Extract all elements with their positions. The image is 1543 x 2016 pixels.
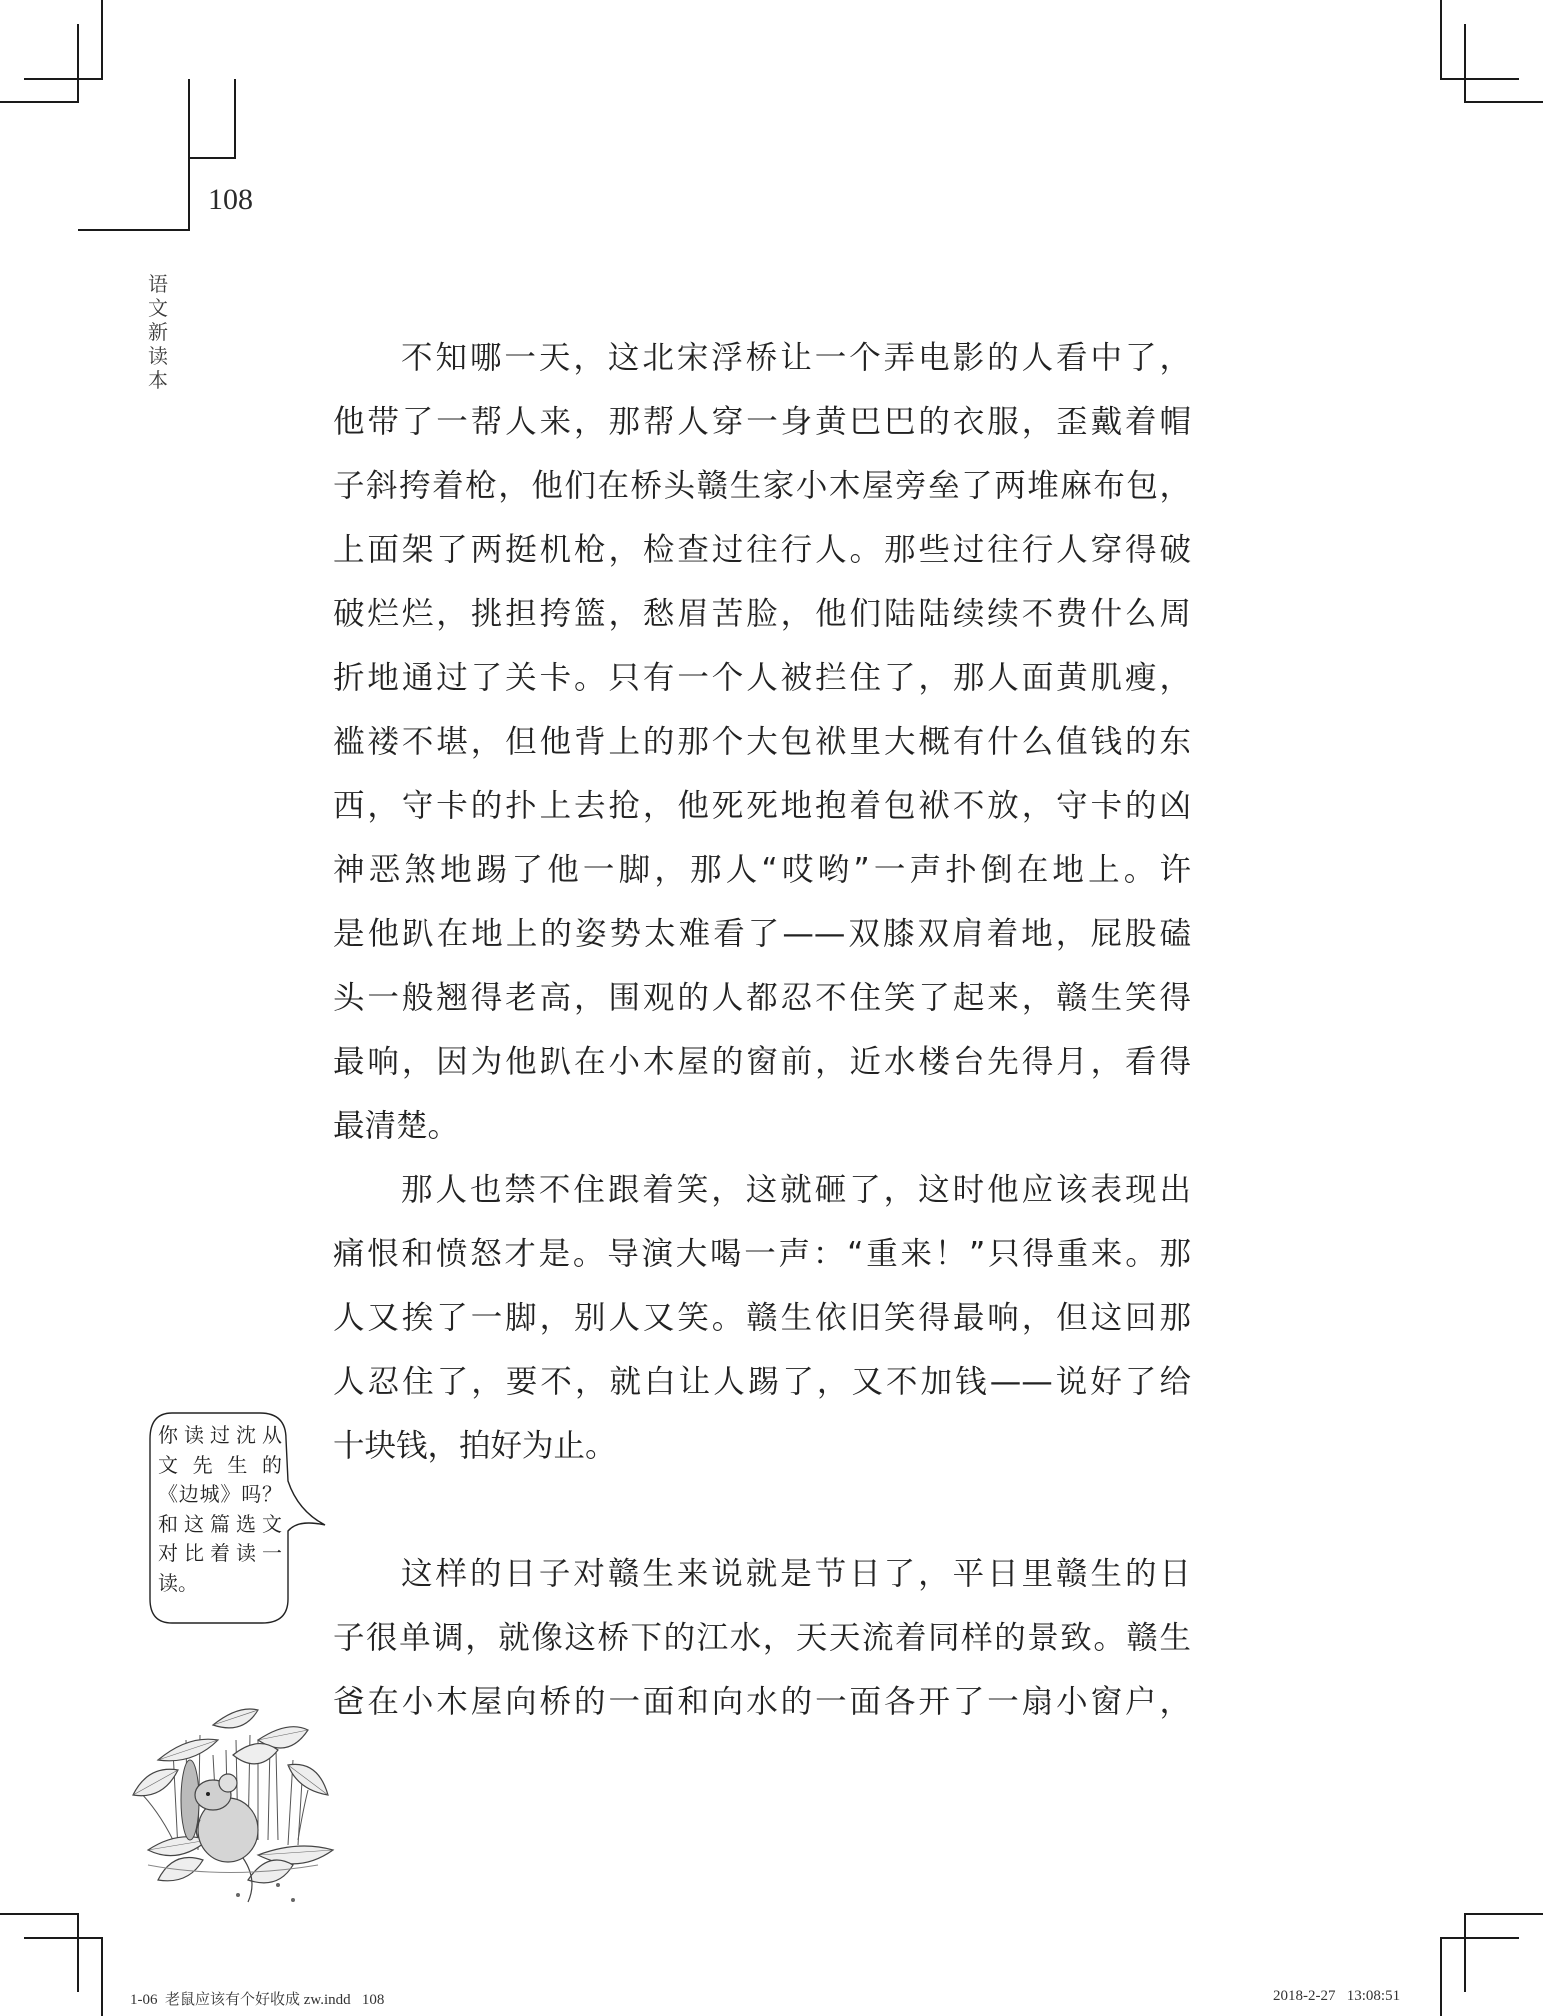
page-number: 108 <box>208 183 253 216</box>
book-title-vertical <box>146 272 170 392</box>
footer-timestamp: 2018-2-27 13:08:51 <box>1273 1988 1401 2004</box>
crop-mark <box>1440 1937 1442 2016</box>
header-rule-vertical <box>188 79 190 230</box>
note-line: 和这篇选文 <box>158 1511 282 1536</box>
header-rule-horizontal <box>78 229 190 231</box>
crop-mark <box>0 1913 79 1915</box>
text-line: 痛恨和愤怒才是。导演大喝一声：“重来！”只得重来。那 <box>333 1236 1191 1272</box>
footer-file-info: 1-06 老鼠应该有个好收成 zw.indd 108 <box>130 1992 385 2008</box>
text-line: 头一般翘得老高，围观的人都忍不住笑了起来，赣生笑得 <box>333 980 1191 1016</box>
text-line: 人忍住了，要不，就白让人踢了，又不加钱——说好了给 <box>333 1364 1191 1400</box>
crop-mark <box>24 1937 103 1939</box>
crop-mark <box>1464 101 1543 103</box>
crop-mark <box>1440 1937 1519 1939</box>
note-line: 文先生的 <box>158 1452 282 1477</box>
header-rule-vertical-short <box>234 79 236 158</box>
text-line: 不知哪一天，这北宋浮桥让一个弄电影的人看中了， <box>401 340 1191 376</box>
note-line: 读。 <box>158 1570 198 1595</box>
crop-mark <box>1440 78 1519 80</box>
side-title-char: 文 <box>148 296 168 320</box>
mouse-sketch-icon <box>118 1680 348 1910</box>
note-line: 你读过沈从 <box>158 1423 282 1447</box>
text-line: 是他趴在地上的姿势太难看了——双膝双肩着地，屁股磕 <box>333 916 1191 952</box>
speech-bubble-note <box>148 1411 328 1625</box>
text-line: 十块钱，拍好为止。 <box>333 1428 617 1464</box>
text-line: 折地通过了关卡。只有一个人被拦住了，那人面黄肌瘦， <box>333 660 1191 696</box>
crop-mark <box>0 101 79 103</box>
text-line: 褴褛不堪，但他背上的那个大包袱里大概有什么值钱的东 <box>333 724 1191 760</box>
text-line: 西，守卡的扑上去抢，他死死地抱着包袱不放，守卡的凶 <box>333 788 1191 824</box>
side-title-char: 新 <box>148 320 168 344</box>
text-line: 子斜挎着枪，他们在桥头赣生家小木屋旁垒了两堆麻布包， <box>333 468 1191 504</box>
text-line: 最响，因为他趴在小木屋的窗前，近水楼台先得月，看得 <box>333 1044 1191 1080</box>
body-text <box>333 326 1191 1734</box>
crop-mark <box>101 0 103 79</box>
text-line: 破烂烂，挑担挎篮，愁眉苦脸，他们陆陆续续不费什么周 <box>333 596 1191 632</box>
note-text <box>158 1421 282 1598</box>
text-line: 爸在小木屋向桥的一面和向水的一面各开了一扇小窗户， <box>333 1684 1191 1720</box>
note-line: 对比着读一 <box>158 1541 282 1565</box>
text-line: 他带了一帮人来，那帮人穿一身黄巴巴的衣服，歪戴着帽 <box>333 404 1191 440</box>
side-title-char: 语 <box>148 272 168 296</box>
crop-mark <box>77 1913 79 1992</box>
text-line: 那人也禁不住跟着笑，这就砸了，这时他应该表现出 <box>401 1172 1191 1208</box>
crop-mark <box>77 24 79 103</box>
text-line: 神恶煞地踢了他一脚，那人“哎哟”一声扑倒在地上。许 <box>333 852 1191 888</box>
crop-mark <box>1464 1913 1466 1992</box>
crop-mark <box>1440 0 1442 79</box>
note-line: 《边城》吗？ <box>158 1482 282 1506</box>
header-rule-horizontal-short <box>188 157 236 159</box>
side-title-char: 读 <box>148 344 168 368</box>
side-title-char: 本 <box>148 368 168 392</box>
mouse-illustration <box>118 1680 348 1910</box>
crop-mark <box>101 1937 103 2016</box>
blank-line <box>333 1478 1191 1542</box>
text-line: 子很单调，就像这桥下的江水，天天流着同样的景致。赣生 <box>333 1620 1191 1656</box>
crop-mark <box>1464 24 1466 103</box>
crop-mark <box>1464 1913 1543 1915</box>
text-line: 最清楚。 <box>333 1108 460 1144</box>
text-line: 上面架了两挺机枪，检查过往行人。那些过往行人穿得破 <box>333 532 1191 568</box>
text-line: 这样的日子对赣生来说就是节日了，平日里赣生的日 <box>401 1556 1191 1592</box>
text-line: 人又挨了一脚，别人又笑。赣生依旧笑得最响，但这回那 <box>333 1300 1191 1336</box>
crop-mark <box>24 78 103 80</box>
